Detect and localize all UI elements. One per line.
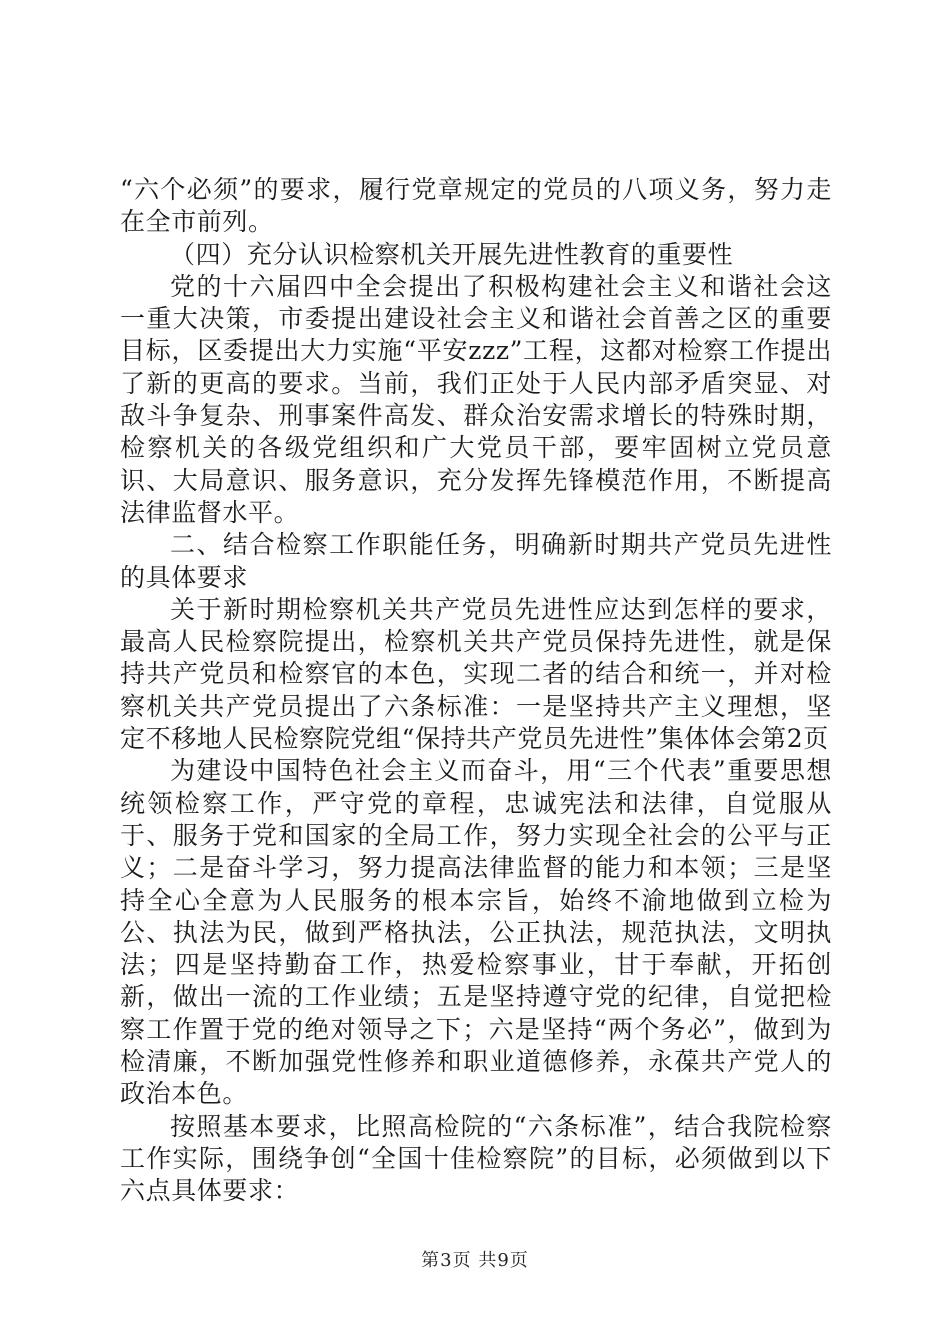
paragraph-1: “六个必须”的要求，履行党章规定的党员的八项义务，努力走在全市前列。 xyxy=(120,175,832,237)
section-heading-2: 二、结合检察工作职能任务，明确新时期共产党员先进性的具体要求 xyxy=(120,530,832,592)
paragraph-6: 为建设中国特色社会主义而奋斗，用“三个代表”重要思想统领检察工作，严守党的章程，忠诚宪法和法律，自觉服从于、服务于党和国家的全局工作，努力实现全社会的公平与正义；二是奋斗学习，努力提高法律监督的能力和本领；三是坚持全心全意为人民服务的根本宗旨，始终不渝地做到立检为公、执法为民，做到严格执法，公正执法，规范执法，文明执法；四是坚持勤奋工作，热爱检察事业，甘于奉献，开拓创新，做出一流的工作业绩；五是坚持遵守党的纪律，自觉把检察工作置于党的绝对领导之下；六是坚持“两个务必”，做到为检清廉，不断加强党性修养和职业道德修养，永葆共产党人的政治本色。 xyxy=(120,756,832,1109)
paragraph-3: 党的十六届四中全会提出了积极构建社会主义和谐社会这一重大决策，市委提出建设社会主义和谐社会首善之区的重要目标，区委提出大力实施“平安zzz”工程，这都对检察工作提出了新的更高的要求。当前，我们正处于人民内部矛盾突显、对敌斗争复杂、刑事案件高发、群众治安需求增长的特殊时期，检察机关的各级党组织和广大党员干部，要牢固树立党员意识、大局意识、服务意识，充分发挥先锋模范作用，不断提高法律监督水平。 xyxy=(120,271,832,527)
page-number-footer: 第3页 共9页 xyxy=(421,1250,529,1271)
paragraph-7: 按照基本要求，比照高检院的“六条标准”，结合我院检察工作实际，围绕争创“全国十佳检察院”的目标，必须做到以下六点具体要求： xyxy=(120,1111,832,1206)
paragraph-5: 关于新时期检察机关共产党员先进性应达到怎样的要求，最高人民检察院提出，检察机关共产党员保持先进性，就是保持共产党员和检察官的本色，实现二者的结合和统一，并对检察机关共产党员提出了六条标准：一是坚持共产主义理想，坚定不移地人民检察院党组“保持共产党员先进性”集体体会第2页 xyxy=(120,594,832,754)
document-body xyxy=(120,174,832,1208)
section-heading-4: （四）充分认识检察机关开展先进性教育的重要性 xyxy=(170,239,734,269)
